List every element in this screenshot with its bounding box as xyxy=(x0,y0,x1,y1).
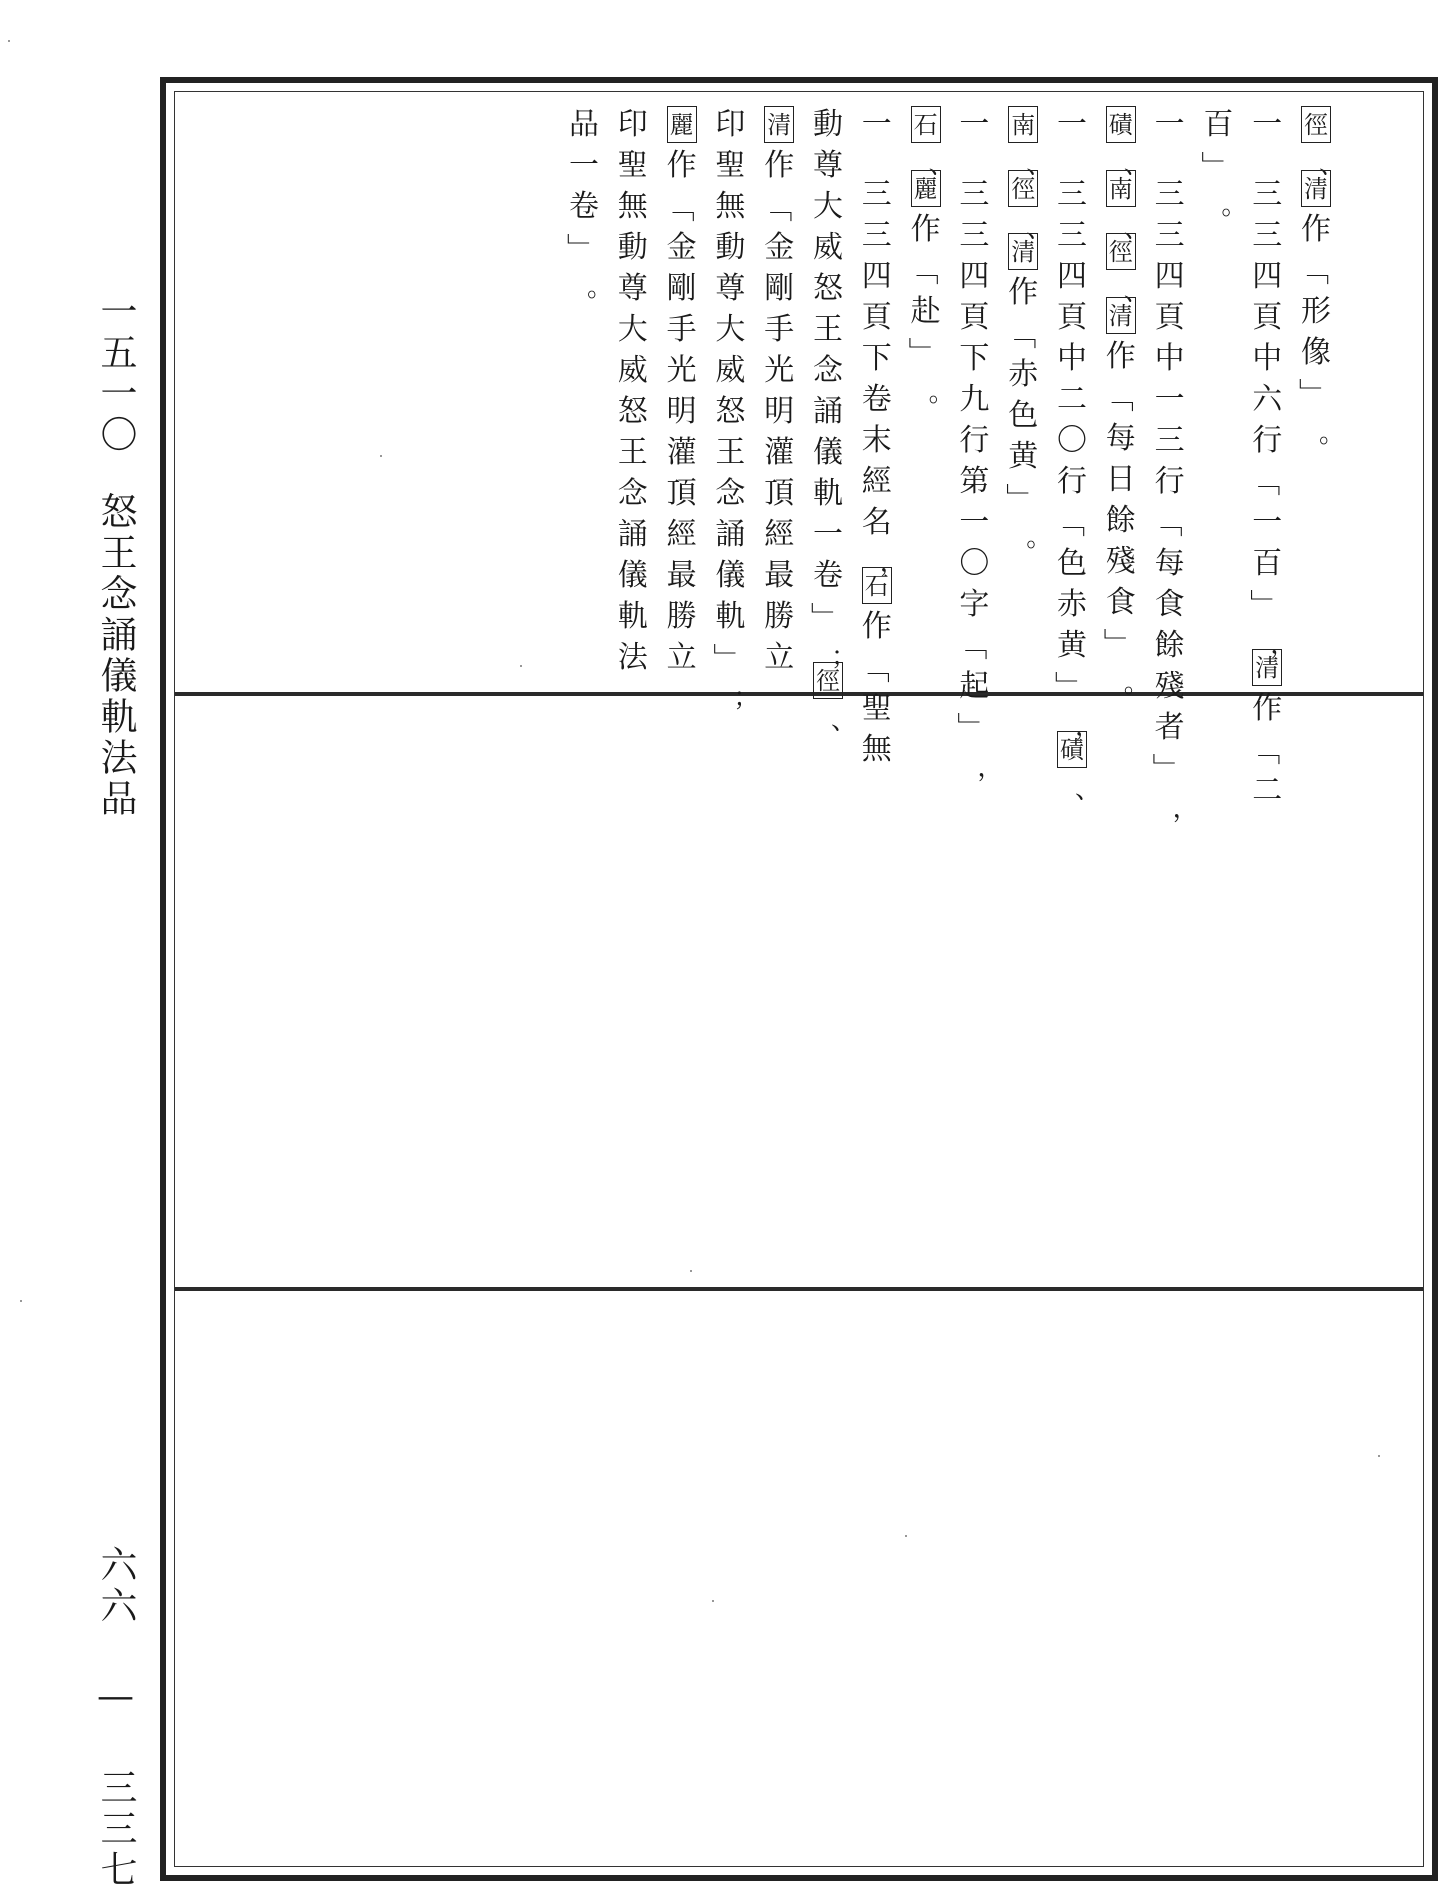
glyph: 色 xyxy=(1057,545,1087,581)
glyph: 明 xyxy=(764,394,795,429)
glyph: 聖 xyxy=(861,691,892,727)
page-number: 六六 — 三三七 xyxy=(94,1545,137,1891)
glyph: 威 xyxy=(813,230,843,265)
glyph: 作 xyxy=(764,148,795,183)
quote-mark: 「 xyxy=(658,191,694,222)
glyph: 頁 xyxy=(959,299,990,335)
glyph: 中 xyxy=(1154,340,1185,376)
glyph: 無 xyxy=(861,732,892,768)
glyph: 卷 xyxy=(569,189,599,224)
glyph: 大 xyxy=(813,189,843,224)
quote-mark: 」 xyxy=(1244,589,1280,620)
glyph: 王 xyxy=(617,435,648,470)
quote-mark: 「 xyxy=(1244,734,1280,765)
edition-siglum: 徑 xyxy=(1301,106,1331,143)
edition-siglum: 清 xyxy=(1106,297,1136,334)
glyph: 赴 xyxy=(910,293,941,329)
glyph: 經 xyxy=(666,517,697,552)
punctuation: 。 xyxy=(1123,668,1150,699)
punctuation: ， xyxy=(879,547,906,578)
edition-siglum: 南 xyxy=(1106,170,1136,207)
quote-mark: 」 xyxy=(1293,378,1328,409)
punctuation: 、 xyxy=(831,705,858,736)
glyph: 第 xyxy=(959,463,990,499)
glyph: 尊 xyxy=(715,271,746,306)
page-frame-inner xyxy=(174,91,1424,1867)
glyph: 一 xyxy=(959,107,990,142)
glyph: 一 xyxy=(1154,107,1185,142)
glyph: 明 xyxy=(666,394,697,429)
glyph: 行 xyxy=(959,422,990,458)
page-frame xyxy=(160,77,1438,1881)
glyph: 殘 xyxy=(1154,668,1185,704)
glyph: 法 xyxy=(617,640,648,675)
glyph: 動 xyxy=(617,230,648,265)
glyph: 光 xyxy=(666,353,697,388)
glyph: 二 xyxy=(1057,381,1087,417)
punctuation: ； xyxy=(733,683,760,713)
glyph: 動 xyxy=(715,230,746,265)
scan-speck xyxy=(712,1600,714,1602)
glyph: 尊 xyxy=(617,271,648,306)
quote-mark: 「 xyxy=(1244,466,1280,497)
glyph: 剛 xyxy=(666,271,697,306)
register-divider-1 xyxy=(175,692,1423,696)
quote-mark: 」 xyxy=(951,712,987,743)
punctuation: 。 xyxy=(928,377,955,408)
glyph: 手 xyxy=(666,312,697,347)
quote-mark: 「 xyxy=(951,630,987,661)
edition-siglum: 磧 xyxy=(1106,106,1136,143)
glyph: 百 xyxy=(1203,107,1234,142)
glyph: 王 xyxy=(715,435,746,470)
glyph: 行 xyxy=(1252,422,1283,458)
glyph: 手 xyxy=(764,312,795,347)
glyph: 二 xyxy=(1252,773,1283,809)
glyph: 儀 xyxy=(617,558,648,593)
edition-siglum: 清 xyxy=(1008,233,1038,270)
glyph: 作 xyxy=(1252,691,1283,727)
glyph: 怒 xyxy=(813,271,843,306)
scan-speck xyxy=(380,455,382,457)
glyph: 勝 xyxy=(764,599,795,634)
glyph: 三 xyxy=(1252,217,1283,253)
glyph: 色 xyxy=(1008,398,1039,434)
glyph: 大 xyxy=(617,312,648,347)
glyph: 一 xyxy=(1154,381,1185,417)
register-divider-2 xyxy=(175,1287,1423,1291)
glyph: 食 xyxy=(1154,586,1185,622)
edition-siglum: 磧 xyxy=(1057,731,1087,768)
glyph: 頁 xyxy=(1057,299,1087,335)
glyph: 一 xyxy=(813,517,843,552)
glyph: 頁 xyxy=(1252,299,1283,335)
scan-speck xyxy=(905,1535,907,1537)
edition-siglum: 石 xyxy=(862,567,892,604)
glyph: 行 xyxy=(1154,463,1185,499)
glyph: 三 xyxy=(1154,217,1185,253)
glyph: 每 xyxy=(1154,545,1185,581)
glyph: 行 xyxy=(1057,463,1087,499)
glyph: 作 xyxy=(861,609,892,645)
edition-siglum: 徑 xyxy=(1106,233,1136,270)
punctuation: 、 xyxy=(1319,150,1346,180)
punctuation: 、 xyxy=(1075,775,1102,806)
glyph: 威 xyxy=(715,353,746,388)
glyph: 經 xyxy=(764,517,795,552)
glyph: 四 xyxy=(1057,258,1087,294)
glyph: 餘 xyxy=(1105,502,1136,538)
glyph: 怒 xyxy=(715,394,746,429)
punctuation: ， xyxy=(1172,793,1199,824)
quote-mark: 「 xyxy=(1293,255,1328,286)
glyph: 字 xyxy=(959,586,990,622)
quote-mark: 」 xyxy=(1195,150,1231,181)
edition-siglum: 麗 xyxy=(667,106,697,143)
quote-mark: 」 xyxy=(902,337,938,368)
punctuation: 。 xyxy=(587,273,614,303)
punctuation: ， xyxy=(977,752,1004,783)
glyph: 誦 xyxy=(617,517,648,552)
glyph: 念 xyxy=(617,476,648,511)
glyph: 四 xyxy=(861,258,892,294)
glyph: 金 xyxy=(666,230,697,265)
glyph: 三 xyxy=(1252,176,1283,212)
glyph: 每 xyxy=(1105,420,1136,456)
glyph: 三 xyxy=(1057,176,1087,212)
glyph: 三 xyxy=(1057,217,1087,253)
glyph: 光 xyxy=(764,353,795,388)
glyph: 九 xyxy=(959,381,990,417)
glyph: 作 xyxy=(1008,275,1039,311)
punctuation: 。 xyxy=(1026,523,1053,554)
glyph: 軌 xyxy=(617,599,648,634)
quote-mark: 」 xyxy=(1146,753,1182,784)
glyph: 品 xyxy=(569,107,599,142)
quote-mark: 「 xyxy=(1097,382,1133,413)
volume-number: 一五一〇 xyxy=(94,292,137,456)
glyph: 三 xyxy=(1154,422,1185,458)
glyph: 無 xyxy=(715,189,746,224)
glyph: 經 xyxy=(861,463,892,499)
glyph: 四 xyxy=(959,258,990,294)
punctuation: 、 xyxy=(928,150,955,180)
glyph: 金 xyxy=(764,230,795,265)
quote-mark: 」 xyxy=(805,601,840,632)
glyph: 一 xyxy=(1252,504,1283,540)
glyph: 誦 xyxy=(813,394,843,429)
glyph: 三 xyxy=(861,217,892,253)
glyph: 四 xyxy=(1252,258,1283,294)
glyph: 黄 xyxy=(1008,439,1039,475)
edition-siglum: 南 xyxy=(1008,106,1038,143)
edition-siglum: 麗 xyxy=(911,170,941,207)
glyph: 頂 xyxy=(666,476,697,511)
glyph: 灌 xyxy=(764,435,795,470)
glyph: 作 xyxy=(910,211,941,247)
glyph: 百 xyxy=(1252,545,1283,581)
glyph: 〇 xyxy=(959,545,990,581)
glyph: 起 xyxy=(959,668,990,704)
glyph: 下 xyxy=(959,340,990,376)
quote-mark: 「 xyxy=(1000,318,1036,349)
quote-mark: 」 xyxy=(1000,482,1036,513)
glyph: 四 xyxy=(1154,258,1185,294)
glyph: 儀 xyxy=(715,558,746,593)
glyph: 中 xyxy=(1252,340,1283,376)
glyph: 一 xyxy=(1057,107,1087,142)
quote-mark: 「 xyxy=(1049,507,1084,538)
sutra-title: 怒王念誦儀軌法品 xyxy=(94,492,137,820)
glyph: 大 xyxy=(715,312,746,347)
glyph: 赤 xyxy=(1057,586,1087,622)
quote-mark: 」 xyxy=(1097,628,1133,659)
quote-mark: 」 xyxy=(707,642,743,673)
punctuation: ， xyxy=(1075,711,1102,742)
glyph: 名 xyxy=(861,504,892,540)
glyph: 六 xyxy=(1252,381,1283,417)
glyph: 一 xyxy=(1252,107,1283,142)
glyph: 無 xyxy=(617,189,648,224)
glyph: 殘 xyxy=(1105,543,1136,579)
edition-siglum: 徑 xyxy=(813,662,843,699)
glyph: 黄 xyxy=(1057,627,1087,663)
glyph: 頁 xyxy=(861,299,892,335)
glyph: 一 xyxy=(959,504,990,540)
glyph: 末 xyxy=(861,422,892,458)
punctuation: 、 xyxy=(1026,213,1053,244)
glyph: 灌 xyxy=(666,435,697,470)
glyph: 三 xyxy=(959,176,990,212)
glyph: 頂 xyxy=(764,476,795,511)
glyph: 威 xyxy=(617,353,648,388)
glyph: 誦 xyxy=(715,517,746,552)
glyph: 怒 xyxy=(617,394,648,429)
glyph: 日 xyxy=(1105,461,1136,497)
glyph: 赤 xyxy=(1008,357,1039,393)
glyph: 印 xyxy=(715,107,746,142)
punctuation: 、 xyxy=(1123,150,1150,180)
glyph: 三 xyxy=(959,217,990,253)
glyph: 食 xyxy=(1105,584,1136,620)
glyph: 一 xyxy=(861,107,892,142)
glyph: 〇 xyxy=(1057,422,1087,458)
glyph: 動 xyxy=(813,107,843,142)
punctuation: 、 xyxy=(1123,213,1150,244)
glyph: 聖 xyxy=(715,148,746,183)
scan-speck xyxy=(520,665,522,667)
edition-siglum: 清 xyxy=(1301,170,1331,207)
glyph: 立 xyxy=(666,640,697,675)
glyph: 作 xyxy=(666,148,697,183)
glyph: 形 xyxy=(1301,293,1331,329)
glyph: 三 xyxy=(1154,176,1185,212)
edition-siglum: 清 xyxy=(1252,649,1282,686)
scan-speck xyxy=(1378,1455,1380,1457)
scan-speck xyxy=(20,1300,22,1302)
edition-siglum: 徑 xyxy=(1008,170,1038,207)
glyph: 軌 xyxy=(715,599,746,634)
glyph: 軌 xyxy=(813,476,843,511)
glyph: 聖 xyxy=(617,148,648,183)
edition-siglum: 石 xyxy=(911,106,941,143)
quote-mark: 「 xyxy=(1146,507,1182,538)
glyph: 勝 xyxy=(666,599,697,634)
scan-speck xyxy=(690,1270,692,1272)
punctuation: 。 xyxy=(1319,418,1346,449)
glyph: 王 xyxy=(813,312,843,347)
edition-siglum: 清 xyxy=(764,106,794,143)
punctuation: 、 xyxy=(1123,277,1150,308)
punctuation: ， xyxy=(1270,629,1297,660)
glyph: 印 xyxy=(617,107,648,142)
glyph: 儀 xyxy=(813,435,843,470)
glyph: 餘 xyxy=(1154,627,1185,663)
glyph: 卷 xyxy=(813,558,843,593)
quote-mark: 「 xyxy=(756,191,792,222)
glyph: 作 xyxy=(1105,338,1136,374)
glyph: 尊 xyxy=(813,148,843,183)
punctuation: 。 xyxy=(1221,191,1248,221)
glyph: 立 xyxy=(764,640,795,675)
glyph: 中 xyxy=(1057,340,1087,376)
glyph: 念 xyxy=(715,476,746,511)
glyph: 三 xyxy=(861,176,892,212)
quote-mark: 「 xyxy=(853,652,889,683)
glyph: 者 xyxy=(1154,709,1185,745)
glyph: 一 xyxy=(569,148,599,183)
glyph: 卷 xyxy=(861,381,892,417)
glyph: 作 xyxy=(1301,211,1331,247)
punctuation: 、 xyxy=(1026,150,1053,180)
glyph: 下 xyxy=(861,340,892,376)
quote-mark: 」 xyxy=(561,232,596,263)
glyph: 剛 xyxy=(764,271,795,306)
punctuation: ； xyxy=(831,642,858,672)
glyph: 最 xyxy=(666,558,697,593)
glyph: 頁 xyxy=(1154,299,1185,335)
glyph: 像 xyxy=(1301,334,1331,370)
scan-speck xyxy=(8,40,10,42)
glyph: 最 xyxy=(764,558,795,593)
quote-mark: 」 xyxy=(1049,671,1084,702)
quote-mark: 「 xyxy=(902,255,938,286)
glyph: 念 xyxy=(813,353,843,388)
